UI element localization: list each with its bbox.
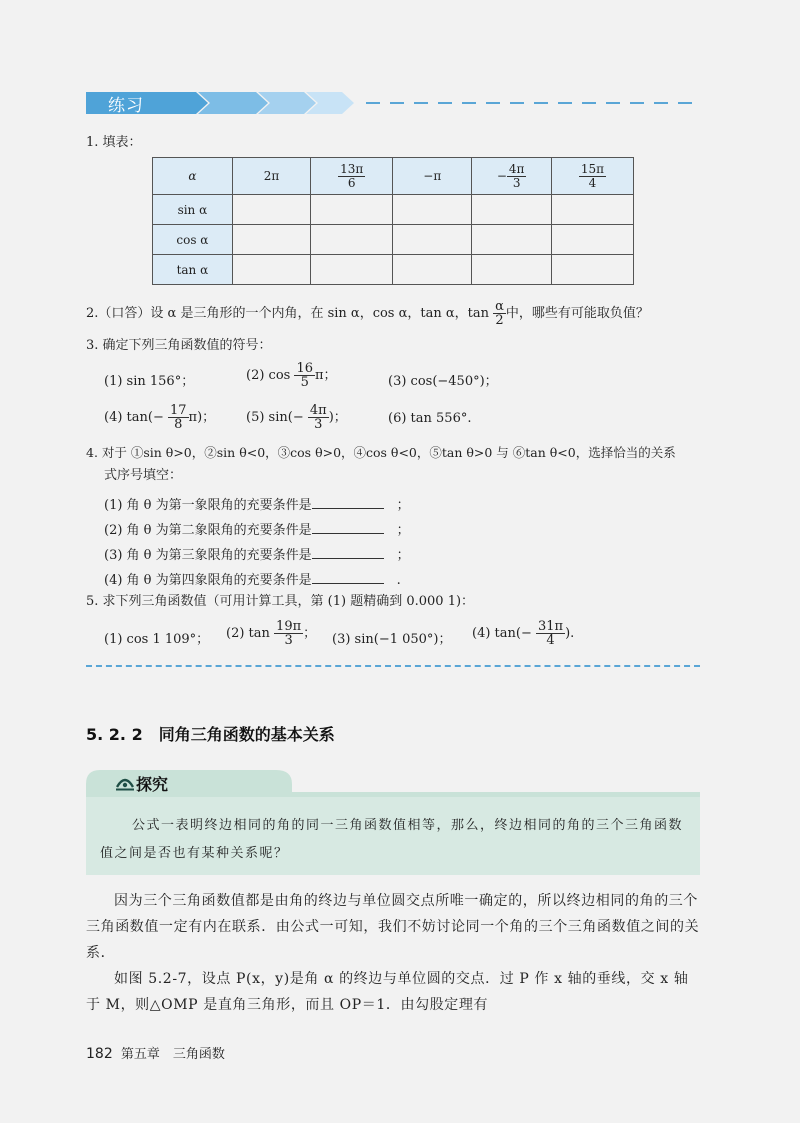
question-2: 2.（口答）设 α 是三角形的一个内角，在 sin α，cos α，tan α，tan $\frac{\alpha}{2}$ 中，哪些有可能取负值？ [86,299,649,328]
table-cell: α [153,158,233,195]
page-number: 182 [86,1046,113,1062]
question-4-line-2: 式序号填空： [104,468,183,483]
fill-in-table [152,157,634,285]
q5-item-4: (4) tan(− $\frac{31\pi}{4}$ ). [472,619,575,648]
q5-item-1: (1) cos 1 109°； [104,632,210,647]
answer-cell[interactable] [232,255,310,285]
answer-blank[interactable] [312,546,384,559]
q5-item-2: (2) tan $\frac{19\pi}{3}$ ； [226,619,317,648]
explore-tab-graphic [86,770,700,798]
section-title: 5. 2. 2 同角三角函数的基本关系 [86,725,335,744]
banner-arrows-graphic [86,90,700,116]
banner-title: 练习 [108,96,144,116]
page-footer [86,1043,225,1062]
q3-item-1: (1) sin 156°； [104,374,195,389]
table-row-label: tan α [153,255,233,285]
body-paragraph: 如图 5.2-7，设点 P(x，y)是角 α 的终边与单位圆的交点．过 P 作 x 轴的垂线，交 x 轴于 M，则△OMP 是直角三角形，而且 OP＝1．由勾股定理有 [86,971,689,1013]
explore-text: 公式一表明终边相同的角的同一三角函数值相等，那么，终边相同的角的三个三角函数值之间是否也有某种关系呢？ [100,818,684,861]
body-paragraph: 因为三个三角函数值都是由角的终边与单位圆交点所唯一确定的，所以终边相同的角的三个三角函数值一定有内在联系．由公式一可知，我们不妨讨论同一个角的三个三角函数值之间的关系． [86,893,700,961]
table-cell: − $\frac{4\pi}{3}$ [472,158,552,195]
answer-blank[interactable] [312,521,384,534]
table-cell: $\frac{15\pi}{4}$ [551,158,633,195]
table-row-label: cos α [153,225,233,255]
answer-blank[interactable] [312,571,384,584]
table-cell: $\frac{13\pi}{6}$ [311,158,393,195]
answer-cell[interactable] [232,195,310,225]
answer-cell[interactable] [311,195,393,225]
explore-icon [116,777,134,791]
answer-blank[interactable] [312,496,384,509]
section-divider [86,665,700,667]
q4-item-2: (2) 角 θ 为第二象限角的充要条件是 ； [104,523,410,538]
question-3-label: 3. 确定下列三角函数值的符号： [86,338,272,353]
q3-item-5: (5) sin(− $\frac{4\pi}{3}$ )； [246,403,347,432]
table-header-row [153,158,634,195]
table-row [153,255,634,285]
q4-item-1: (1) 角 θ 为第一象限角的充要条件是 ； [104,498,410,513]
question-1-label: 1. 填表： [86,135,142,150]
table-cell: −π [393,158,472,195]
answer-cell[interactable] [551,195,633,225]
answer-cell[interactable] [472,225,552,255]
answer-cell[interactable] [393,195,472,225]
q4-item-3: (3) 角 θ 为第三象限角的充要条件是 ； [104,548,410,563]
answer-cell[interactable] [551,225,633,255]
q5-item-3: (3) sin(−1 050°)； [332,632,452,647]
table-cell: 2π [232,158,310,195]
answer-cell[interactable] [393,225,472,255]
q3-item-6: (6) tan 556°. [388,411,472,426]
question-4-line-1: 4. 对于 ①sin θ>0，②sin θ<0，③cos θ>0，④cos θ<0，⑤tan θ>0 与 ⑥tan θ<0，选择恰当的关系 [86,445,676,460]
table-row-label: sin α [153,195,233,225]
question-5-label: 5. 求下列三角函数值（可用计算工具，第 (1) 题精确到 0.000 1)： [86,594,475,609]
table-row [153,225,634,255]
answer-cell[interactable] [472,195,552,225]
answer-cell[interactable] [393,255,472,285]
q3-item-4: (4) tan(− $\frac{17}{8}$ π)； [104,403,216,432]
explore-label: 探究 [136,775,169,794]
answer-cell[interactable] [311,225,393,255]
table-row [153,195,634,225]
q3-item-2: (2) cos $\frac{16}{5}$ π； [246,361,337,390]
answer-cell[interactable] [311,255,393,285]
answer-cell[interactable] [232,225,310,255]
answer-cell[interactable] [472,255,552,285]
chapter-name: 第五章 三角函数 [120,1047,225,1062]
q4-item-4: (4) 角 θ 为第四象限角的充要条件是 . [104,573,401,588]
practice-banner [86,90,700,116]
answer-cell[interactable] [551,255,633,285]
q3-item-3: (3) cos(−450°)； [388,374,498,389]
